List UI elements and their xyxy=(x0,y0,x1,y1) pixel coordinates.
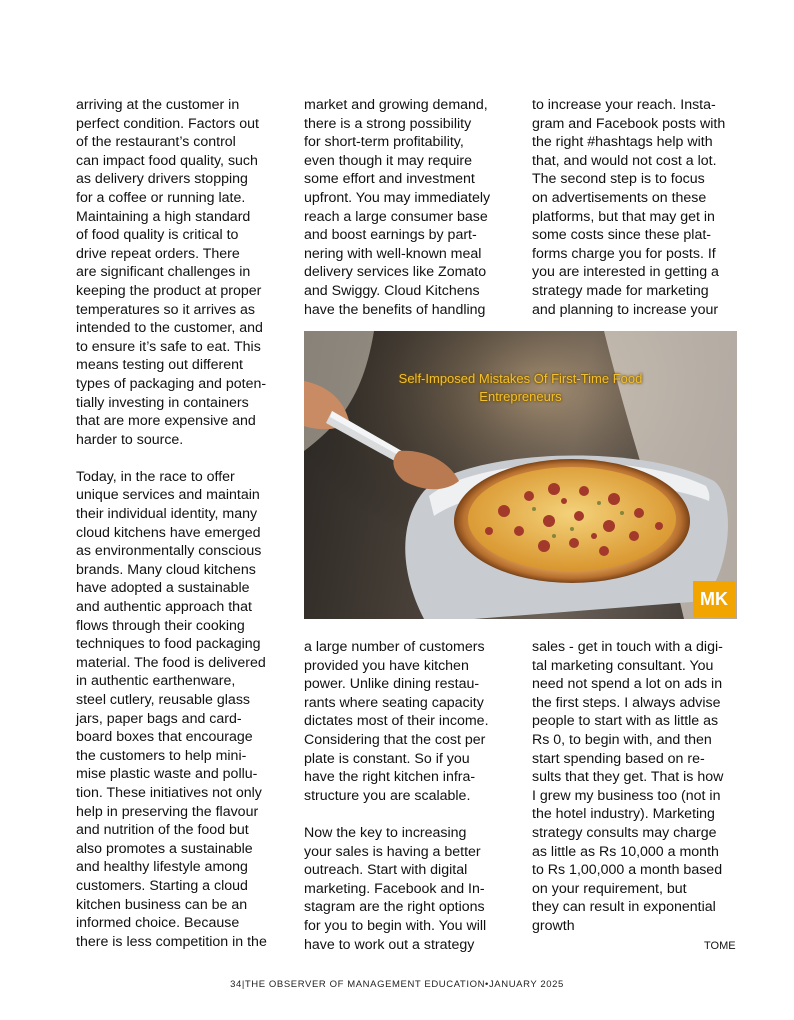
image-caption-line-2: Entrepreneurs xyxy=(479,389,562,404)
article-column-2-top: market and growing demand, there is a strong possibility for short-term profitability, even though it may require some effort and investment upfront. You may immediately reach a large consumer base and boost earnings by part- nering with well-known meal delivery services like Zomato and Swiggy. Cloud Kitchens have the benefits of handling xyxy=(304,97,491,318)
page-footer: 34|THE OBSERVER OF MANAGEMENT EDUCATION•JANUARY 2025 xyxy=(230,979,564,990)
article-column-3-top: to increase your reach. Insta- gram and Facebook posts with the right #hashtags help with that, and would not cost a lot. The second step is to focus on advertisements on these platforms, but that may get in some costs since these plat- forms charge you for posts. If you are interested in getting a strategy made for marketing and planning to increase your xyxy=(532,97,726,318)
pizza-photo xyxy=(304,331,737,619)
article-column-3-bottom: sales - get in touch with a digi- tal marketing consultant. You need not spend a lot on ads in the first steps. I always advise people to start with as little as Rs 0, to begin with, and then start spending based on re- sults that they get. That is how I grew my business too (not in the hotel industry). Marketing strategy consults may charge as little as Rs 10,000 a month to Rs 1,00,000 a month based on your requirement, but they can result in exponential growth xyxy=(532,639,724,934)
article-column-2-bottom: a large number of customers provided you have kitchen power. Unlike dining restau- rants where seating capacity dictates most of their income. Considering that the cost per plate is constant. So if you have the right kitchen infra- structure you are scalable. Now the key to increasing your sales is having a better outreach. Start with digital marketing. Facebook and In- stagram are the right options for you to begin with. You will have to work out a strategy xyxy=(304,639,489,953)
mk-logo-badge: MK xyxy=(693,581,735,617)
author-signature: TOME xyxy=(704,940,736,952)
article-column-1: arriving at the customer in perfect condition. Factors out of the restaurant’s control can impact food quality, such as delivery drivers stopping for a coffee or running late. Maintaining a high standard of food quality is critical to drive repeat orders. There are significant challenges in keeping the product at proper temperatures so it arrives as intended to the customer, and to ensure it’s safe to eat. This means testing out different types of packaging and poten- tially investing in containers that are more expensive and harder to source. Today, in the race to offer unique services and maintain their individual identity, many cloud kitchens have emerged as environmentally conscious brands. Many cloud kitchens have adopted a sustainable and authentic approach that flows through their cooking techniques to food packaging material. The food is delivered in authentic earthenware, steel cutlery, reusable glass jars, paper bags and card- board boxes that encourage the customers to help mini- mise plastic waste and pollu- tion. These initiatives not only help in preserving the flavour and nutrition of the food but also promotes a sustainable and healthy lifestyle among customers. Starting a cloud kitchen business can be an informed choice. Because there is less competition in the xyxy=(76,97,267,950)
image-caption-line-1: Self-Imposed Mistakes Of First-Time Food xyxy=(398,371,643,386)
